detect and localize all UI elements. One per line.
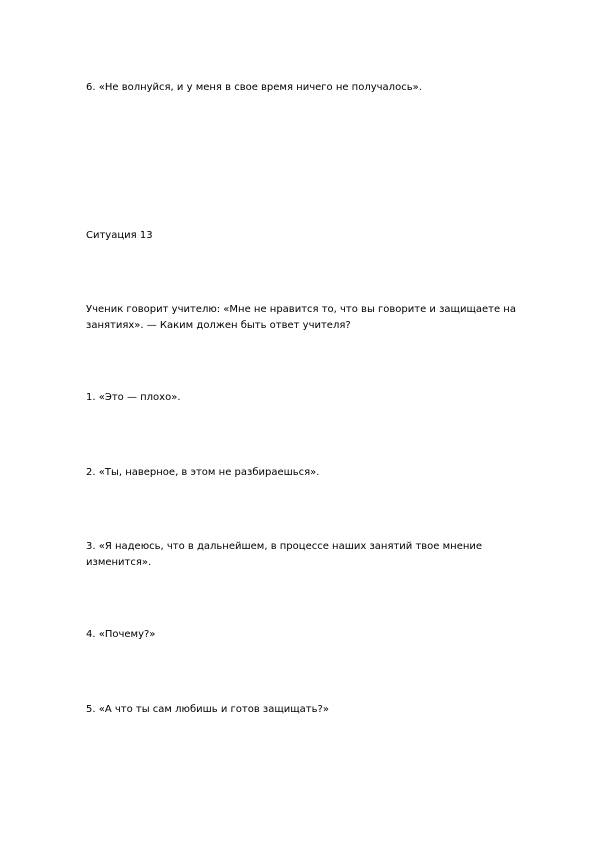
answer-option-5: 5. «А что ты сам любишь и готов защищать?»	[86, 704, 329, 715]
situation-question: Ученик говорит учителю: «Мне не нравится то, что вы говорите и защищаете на занятиях». — Каким должен быть ответ учителя?	[86, 304, 516, 331]
answer-option-1: 1. «Это — плохо».	[86, 392, 181, 403]
answer-option-3: 3. «Я надеюсь, что в дальнейшем, в процессе наших занятий твое мнение изменится».	[86, 541, 483, 568]
answer-option-6: 6. «Не волнуйся, и у меня в свое время ничего не получалось».	[86, 82, 422, 93]
situation-title: Ситуация 13	[86, 230, 153, 241]
answer-option-2: 2. «Ты, наверное, в этом не разбираешься».	[86, 467, 320, 478]
answer-option-4: 4. «Почему?»	[86, 629, 156, 640]
